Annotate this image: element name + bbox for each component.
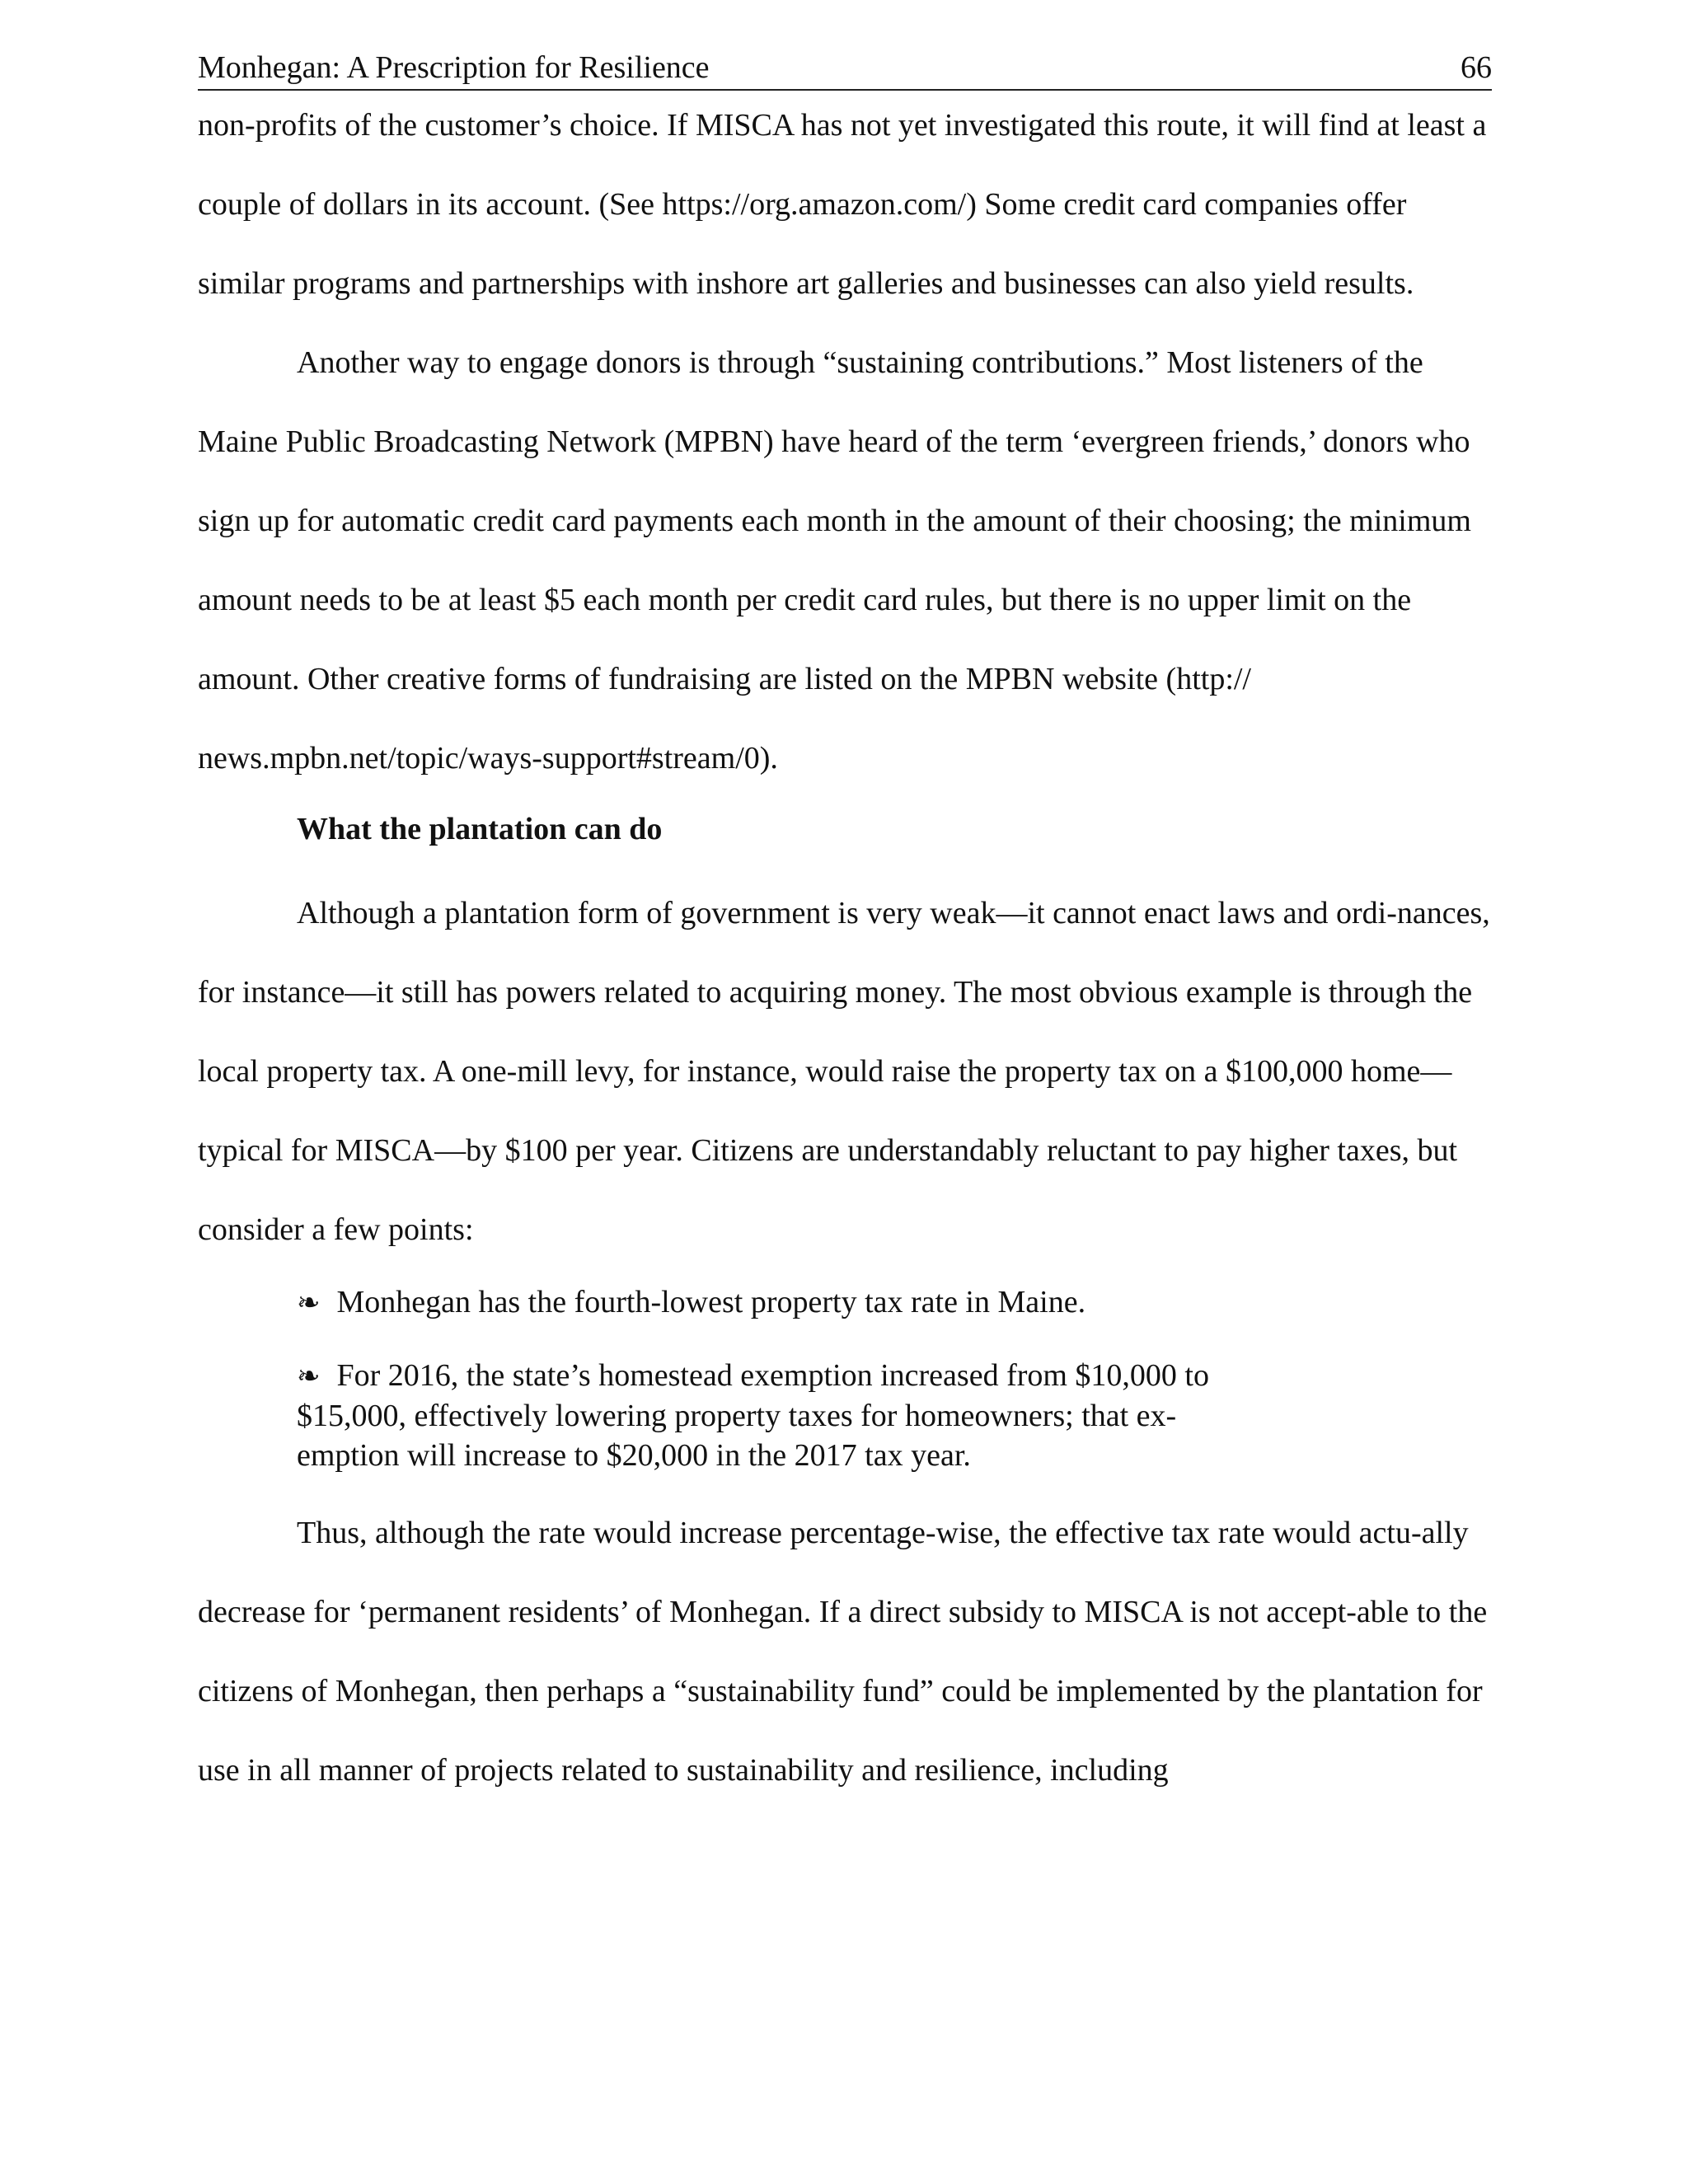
paragraph-sustaining-contributions: Another way to engage donors is through “sustaining contributions.” Most listeners of the Maine Public Broadcasting Network (MPBN) have heard of the term ‘evergreen friends,’ donors who sign up for automatic credit card payments each month in the amount of their choosing; the minimum amount needs to be at least $5 each month per credit card rules, but there is no upper limit on the amount. Other creative forms of fundraising are listed on the MPBN website (http:// news.mpbn.net/topic/ways-support#stream/0).: [198, 345, 1471, 776]
fleuron-bullet-icon: ❧: [297, 1286, 321, 1319]
paragraph-plantation-powers: Although a plantation form of government is very weak—it cannot enact laws and ordi-nances, for instance—it still has powers related to acquiring money. The most obvious example is through the local property tax. A one-mill levy, for instance, would raise the property tax on a $100,000 home—typical for MISCA—by $100 per year. Citizens are understandably reluctant to pay higher taxes, but consider a few points:: [198, 896, 1490, 1247]
paragraph-continuation: non-profits of the customer’s choice. If MISCA has not yet investigated this route, it will find at least a couple of dollars in its account. (See https://org.amazon.com/) Some credit card companies offer similar programs and partnerships with inshore art galleries and businesses can also yield results.: [198, 108, 1487, 301]
list-item-text: Monhegan has the fourth-lowest property tax rate in Maine.: [336, 1285, 1086, 1319]
section-heading: What the plantation can do: [297, 812, 663, 846]
bullet-list: [297, 1282, 1236, 1475]
running-header: [198, 48, 1492, 91]
page-number: 66: [1461, 50, 1492, 85]
paragraph-tax-rate-conclusion: Thus, although the rate would increase percentage-wise, the effective tax rate would actu-ally decrease for ‘permanent residents’ of Monhegan. If a direct subsidy to MISCA is not accept-able to the citizens of Monhegan, then perhaps a “sustainability fund” could be implemented by the plantation for use in all manner of projects related to sustainability and resilience, including: [198, 1516, 1488, 1788]
list-item-text: For 2016, the state’s homestead exemption increased from $10,000 to $15,000, effectively lowering property taxes for homeowners; that ex-emption will increase to $20,000 in the 2017 tax year.: [297, 1358, 1209, 1473]
running-title: Monhegan: A Prescription for Resilience: [198, 50, 710, 85]
document-page: [198, 48, 1492, 1810]
list-item: [297, 1356, 1236, 1475]
list-item: [297, 1282, 1236, 1323]
fleuron-bullet-icon: ❧: [297, 1360, 321, 1393]
